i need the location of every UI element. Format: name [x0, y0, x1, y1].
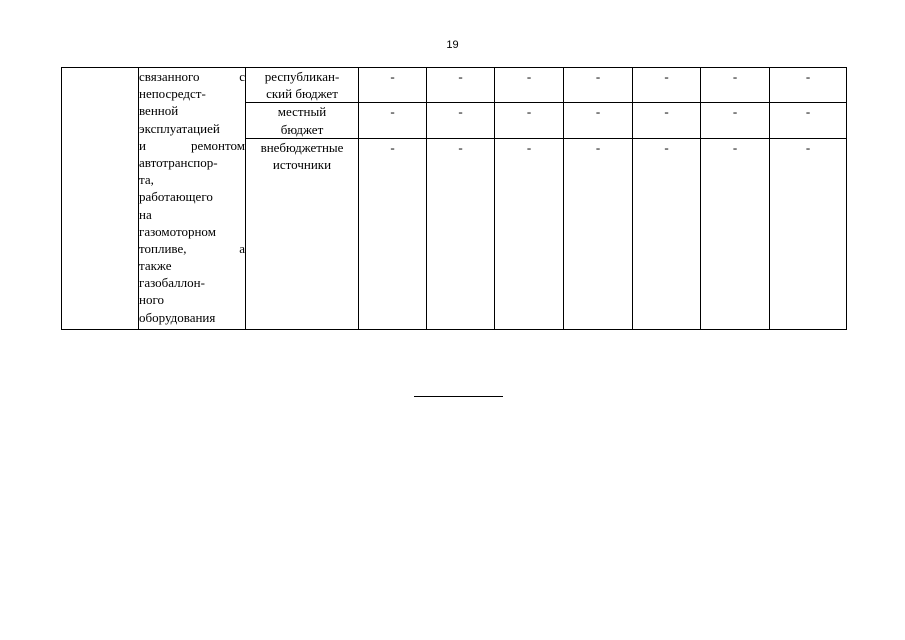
description-word: эксплуатацией — [139, 120, 220, 136]
description-word: топливе, — [139, 240, 187, 256]
description-word: а — [239, 240, 245, 256]
value-cell: - — [633, 103, 701, 138]
value-cell: - — [495, 68, 564, 103]
description-line — [139, 171, 245, 188]
value-cell: - — [701, 103, 770, 138]
description-word: венной — [139, 103, 179, 119]
number-cell — [62, 68, 139, 330]
description-line — [139, 223, 245, 240]
value-cell: - — [564, 68, 633, 103]
closing-divider — [414, 396, 503, 397]
funding-table — [61, 67, 847, 330]
description-word: та, — [139, 172, 154, 188]
description-word: газобаллон- — [139, 275, 205, 291]
value-cell: - — [770, 138, 847, 329]
funding-source-line: местный — [277, 104, 327, 120]
value-cell: - — [701, 68, 770, 103]
description-word: связанного — [139, 69, 200, 84]
value-cell: - — [564, 103, 633, 138]
funding-source-cell — [246, 138, 359, 329]
description-line — [139, 154, 245, 171]
value-cell: - — [427, 68, 495, 103]
value-cell: - — [495, 103, 564, 138]
description-word: работающего — [139, 189, 213, 205]
description-word: на — [139, 206, 152, 222]
description-word: и — [139, 137, 146, 153]
funding-source-line: ский бюджет — [266, 86, 338, 102]
description-line — [139, 206, 245, 223]
description-word: оборудования — [139, 309, 216, 325]
value-cell: - — [495, 138, 564, 329]
description-word: непосредст- — [139, 86, 206, 102]
value-cell: - — [427, 103, 495, 138]
description-line — [139, 188, 245, 205]
description-cell — [139, 68, 246, 330]
description-line — [139, 120, 245, 137]
value-cell: - — [633, 138, 701, 329]
table-row — [62, 68, 847, 103]
description-line — [139, 137, 245, 154]
value-cell: - — [770, 68, 847, 103]
description-line — [139, 68, 245, 85]
funding-source-cell — [246, 103, 359, 138]
funding-source-line: источники — [272, 157, 332, 173]
description-word: автотранспор- — [139, 154, 218, 170]
description-line — [139, 309, 245, 326]
description-line — [139, 240, 245, 257]
value-cell: - — [359, 103, 427, 138]
value-cell: - — [427, 138, 495, 329]
description-word: также — [139, 258, 172, 274]
value-cell: - — [359, 138, 427, 329]
description-word: с — [239, 69, 245, 84]
value-cell: - — [564, 138, 633, 329]
description-word: газомоторном — [139, 223, 216, 239]
value-cell: - — [701, 138, 770, 329]
description-word: ного — [139, 292, 164, 308]
funding-source-line: республикан- — [264, 69, 340, 84]
page-number: 19 — [446, 39, 459, 51]
funding-source-cell — [246, 68, 359, 103]
description-line — [139, 85, 245, 102]
funding-source-line: бюджет — [280, 121, 324, 137]
description-line — [139, 274, 245, 291]
description-line — [139, 291, 245, 308]
value-cell: - — [359, 68, 427, 103]
description-word: ремонтом — [191, 137, 245, 153]
description-line — [139, 257, 245, 274]
funding-source-line: внебюджетные — [260, 139, 344, 155]
value-cell: - — [633, 68, 701, 103]
value-cell: - — [770, 103, 847, 138]
description-line — [139, 102, 245, 119]
